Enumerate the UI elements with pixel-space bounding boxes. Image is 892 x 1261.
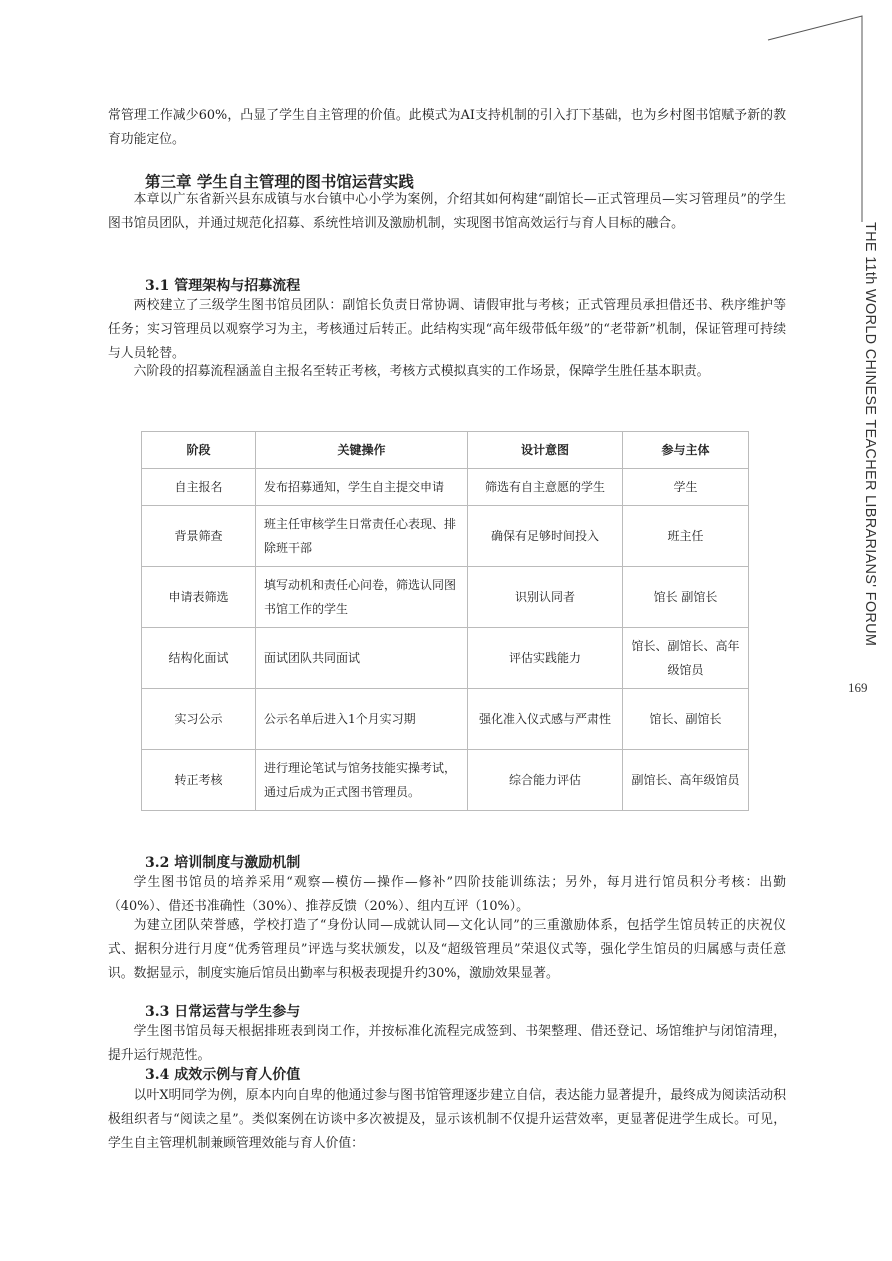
table-cell-intent: 识别认同者 [468,567,623,628]
section-3-2-paragraph-2: 为建立团队荣誉感，学校打造了“身份认同—成就认同—文化认同”的三重激励体系，包括学生馆员转正的庆祝仪式、据积分进行月度“优秀管理员”评选与奖状颁发，以及“超级管理员”荣退仪式等，强化学生馆员的归属感与责任意识。数据显示，制度实施后馆员出勤率与积极表现提升约30%，激励效果显著。 [108,918,786,981]
table-header-cell: 设计意图 [468,432,623,469]
section-3-1-paragraph-1: 两校建立了三级学生图书馆员团队：副馆长负责日常协调、请假审批与考核；正式管理员承担借还书、秩序维护等任务；实习管理员以观察学习为主，考核通过后转正。此结构实现“高年级带低年级”的“老带新”机制，保证管理可持续与人员轮替。 [108,298,786,361]
table-cell-stage: 自主报名 [142,469,256,506]
section-3-1-paragraph-2: 六阶段的招募流程涵盖自主报名至转正考核，考核方式模拟真实的工作场景，保障学生胜任基本职责。 [133,364,710,379]
section-3-3-paragraph: 学生图书馆员每天根据排班表到岗工作，并按标准化流程完成签到、书架整理、借还登记、场馆维护与闭馆清理，提升运行规范性。 [108,1024,786,1063]
table-cell-stage: 背景筛查 [142,506,256,567]
section-3-2-paragraph-1: 学生图书馆员的培养采用“观察—模仿—操作—修补”四阶技能训练法；另外，每月进行馆员积分考核：出勤（40%）、借还书准确性（30%）、推荐反馈（20%）、组内互评（10%）。 [108,875,786,914]
table-cell-stage: 申请表筛选 [142,567,256,628]
table-cell-operation: 班主任审核学生日常责任心表现、排除班干部 [256,506,468,567]
table-header-cell: 阶段 [142,432,256,469]
section-3-1-heading: 3.1 管理架构与招募流程 [145,278,301,294]
table-cell-participant: 副馆长、高年级馆员 [623,750,749,811]
table-row [142,567,749,628]
table-cell-operation: 进行理论笔试与馆务技能实操考试，通过后成为正式图书管理员。 [256,750,468,811]
table-cell-participant: 学生 [623,469,749,506]
page-number: 169 [848,680,868,695]
table-cell-participant: 班主任 [623,506,749,567]
table-header-row [142,432,749,469]
table-cell-stage: 结构化面试 [142,628,256,689]
table-cell-operation: 填写动机和责任心问卷，筛选认同图书馆工作的学生 [256,567,468,628]
recruitment-process-table [141,431,749,811]
table-cell-stage: 实习公示 [142,689,256,750]
section-3-2-heading: 3.2 培训制度与激励机制 [145,855,301,871]
table-cell-intent: 评估实践能力 [468,628,623,689]
table-row [142,689,749,750]
table-cell-intent: 综合能力评估 [468,750,623,811]
table-cell-intent: 确保有足够时间投入 [468,506,623,567]
section-3-3-heading: 3.3 日常运营与学生参与 [145,1004,301,1020]
forum-side-title: THE 11th WORLD CHINESE TEACHER LIBRARIANS' FORUM [862,222,878,647]
table-header-cell: 参与主体 [623,432,749,469]
table-cell-operation: 发布招募通知，学生自主提交申请 [256,469,468,506]
table-row [142,628,749,689]
table-row [142,506,749,567]
table-cell-operation: 公示名单后进入1个月实习期 [256,689,468,750]
section-3-4-paragraph: 以叶X明同学为例，原本内向自卑的他通过参与图书馆管理逐步建立自信，表达能力显著提升，最终成为阅读活动积极组织者与“阅读之星”。类似案例在访谈中多次被提及，显示该机制不仅提升运营效率，更显著促进学生成长。可见，学生自主管理机制兼顾管理效能与育人价值： [108,1088,786,1151]
intro-paragraph: 常管理工作减少60%，凸显了学生自主管理的价值。此模式为AI支持机制的引入打下基础，也为乡村图书馆赋予新的教育功能定位。 [108,108,786,147]
table-cell-participant: 馆长、副馆长 [623,689,749,750]
table-header-cell: 关键操作 [256,432,468,469]
section-3-4-heading: 3.4 成效示例与育人价值 [145,1067,301,1083]
table-cell-participant: 馆长、副馆长、高年级馆员 [623,628,749,689]
table-cell-intent: 筛选有自主意愿的学生 [468,469,623,506]
chapter-title: 第三章 学生自主管理的图书馆运营实践 [145,172,414,191]
table-row [142,469,749,506]
table-row [142,750,749,811]
chapter-intro-paragraph: 本章以广东省新兴县东成镇与水台镇中心小学为案例，介绍其如何构建“副馆长—正式管理员—实习管理员”的学生图书馆员团队，并通过规范化招募、系统性培训及激励机制，实现图书馆高效运行与育人目标的融合。 [108,192,786,231]
table-cell-stage: 转正考核 [142,750,256,811]
table-cell-intent: 强化准入仪式感与严肃性 [468,689,623,750]
table-cell-operation: 面试团队共同面试 [256,628,468,689]
table-cell-participant: 馆长 副馆长 [623,567,749,628]
